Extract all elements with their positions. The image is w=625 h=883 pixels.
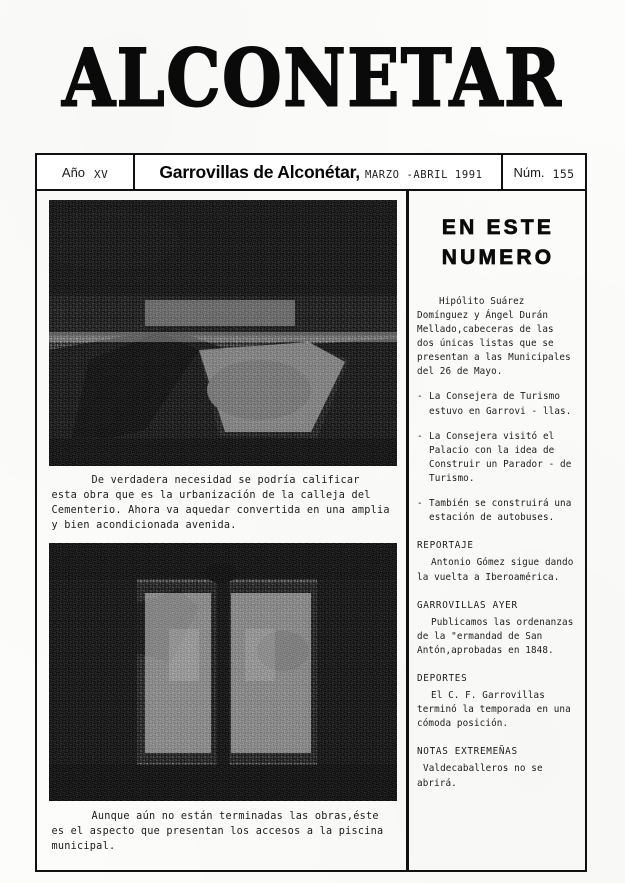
bullet-item [417,390,579,418]
issue-date: MARZO -ABRIL 1991 [364,169,483,181]
paper-name: Garrovillas de Alconétar, [159,161,360,182]
bullet-item [417,430,579,487]
section-heading: REPORTAJE [417,540,474,552]
section-block [417,600,579,658]
photo-grain [49,543,397,801]
right-column [409,191,585,872]
bullet-dash-icon: - [417,498,423,510]
photo-calleja-del-cementerio [49,200,397,466]
bullet-list [417,390,579,525]
bullet-item [417,497,579,525]
section-block [417,746,579,790]
paper-name-cell [135,155,503,189]
bullet-dash-icon: - [417,430,423,442]
section-body: Publicamos las ordenanzas de la "ermandad de San Antón,aprobadas en 1848. [417,616,580,656]
section-block [417,540,579,584]
left-column [38,191,406,872]
photo-grain [49,200,397,466]
year-cell [37,155,135,189]
caption-calleja-del-cementerio: De verdadera necesidad se podría calificar esta obra que es la urbanización de la calleja del Cementerio. Ahora va aquedar convertida en una amplia y bien acondicionada avenida. [51,475,397,532]
section-body: Antonio Gómez sigue dando la vuelta a Iberoamérica. [417,557,580,583]
bullet-text: La Consejera visitó el Palacio con la idea de Construir un Parador - de Turismo. [429,430,578,484]
section-heading: DEPORTES [417,673,468,684]
section-body: El C. F. Garrovillas terminó la temporada en una cómoda posición. [417,690,577,730]
section-body: Valdecaballeros no se abrirá. [417,763,549,789]
masthead [0,30,625,125]
section-heading: GARROVILLAS AYER [417,599,518,611]
section-list [417,540,579,790]
issue-header-bar [35,153,587,191]
section-heading: NOTAS EXTREMEÑAS [417,746,518,758]
issue-number-cell [503,155,585,189]
bullet-text: También se construirá una estación de autobuses. [429,498,578,524]
photo-accesos-piscina-municipal [49,543,397,801]
year-label: Año [61,164,86,180]
bullet-text: La Consejera de Turismo estuvo en Garrovi - llas. [429,391,572,417]
section-heading-en-este-numero: EN ESTE NUMERO [441,216,555,269]
lead-paragraph: Hipólito Suárez Domínguez y Ángel Durán Mellado,cabeceras de las dos únicas listas que se presentan a las Municipales del 26 de Mayo. [417,295,577,378]
bullet-dash-icon: - [417,391,423,403]
newspaper-title: ALCONETAR [62,30,563,125]
year-value: XV [94,167,109,181]
caption-piscina-municipal: Aunque aún no están terminadas las obras,éste es el aspecto que presentan los accesos a la piscina municipal. [51,811,390,853]
section-block [417,673,579,731]
issue-number-value: 155 [552,167,575,181]
issue-number-label: Núm. [513,164,545,180]
